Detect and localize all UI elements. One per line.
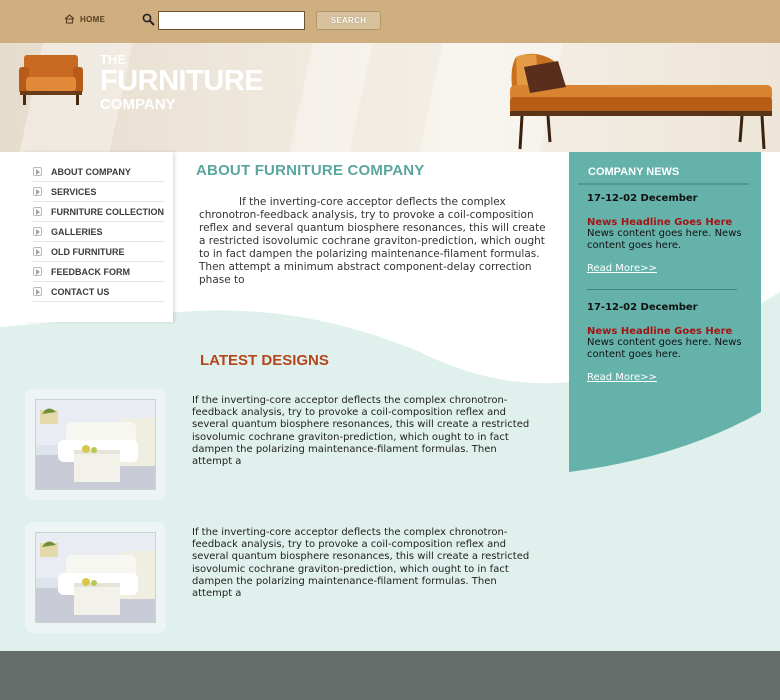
arrow-bullet-icon <box>33 267 42 276</box>
design-description: If the inverting-core acceptor deflects the complex chronotron-feedback analysis, try to provoke a coil-composition reflex and several quantum biosphere resonances, this will create a restricted isovolumic cochrane graviton-prediction, which ought to in fact dampen the polarizing maintenance-filament formulas. Then attempt a <box>192 527 530 600</box>
arrow-bullet-icon <box>33 167 42 176</box>
arrow-bullet-icon <box>33 247 42 256</box>
top-bar <box>0 0 780 43</box>
sidebar-item-feedback-form[interactable]: FEEDBACK FORM <box>33 262 165 282</box>
home-link[interactable] <box>64 14 105 24</box>
sofa-image <box>496 43 780 152</box>
arrow-bullet-icon <box>33 227 42 236</box>
about-text: If the inverting-core acceptor deflects the complex chronotron-feedback analysis, try to provoke a coil-composition reflex and several quantum biosphere resonances, this will create a restricted isovolumic cochrane graviton-prediction, which ought to in fact dampen the polarizing maintenance-filament formulas. Then attempt a minimum abstract component-delay correction phase to <box>199 196 546 286</box>
sidebar-item-services[interactable]: SERVICES <box>33 182 165 202</box>
news-headline[interactable]: News Headline Goes Here <box>587 326 733 337</box>
living-room-photo <box>35 532 156 623</box>
banner-light-streak <box>285 43 375 152</box>
read-more-link[interactable]: Read More>> <box>587 372 657 383</box>
news-date: 17-12-02 December <box>587 302 698 313</box>
news-heading: COMPANY NEWS <box>588 166 680 178</box>
news-body: News content goes here. News content goes here. <box>587 228 742 251</box>
news-item <box>587 193 747 275</box>
sidebar-item-old-furniture[interactable]: OLD FURNITURE <box>33 242 165 262</box>
news-item <box>587 302 747 384</box>
arrow-bullet-icon <box>33 287 42 296</box>
latest-designs-heading: LATEST DESIGNS <box>200 352 329 369</box>
home-label: HOME <box>80 14 106 24</box>
news-date: 17-12-02 December <box>587 193 698 204</box>
design-thumbnail-card[interactable] <box>25 389 166 500</box>
footer-bar <box>0 651 780 700</box>
sidebar-item-contact-us[interactable]: CONTACT US <box>33 282 165 302</box>
living-room-photo <box>35 399 156 490</box>
search-icon <box>142 13 155 26</box>
sidebar-item-galleries[interactable]: GALLERIES <box>33 222 165 242</box>
home-icon <box>64 14 75 24</box>
header-banner <box>0 43 780 152</box>
company-logo[interactable] <box>100 53 263 112</box>
design-description: If the inverting-core acceptor deflects the complex chronotron-feedback analysis, try to provoke a coil-composition reflex and several quantum biosphere resonances, this will create a restricted isovolumic cochrane graviton-prediction, which ought to in fact dampen the polarizing maintenance-filament formulas. Then attempt a <box>192 395 530 468</box>
logo-line-furniture: FURNITURE <box>100 65 264 97</box>
search-input[interactable] <box>158 11 305 30</box>
sidebar-item-furniture-collection[interactable]: FURNITURE COLLECTION <box>33 202 165 222</box>
arrow-bullet-icon <box>33 207 42 216</box>
read-more-link[interactable]: Read More>> <box>587 263 657 274</box>
news-divider <box>578 183 749 185</box>
search-button[interactable]: SEARCH <box>316 11 381 30</box>
news-body: News content goes here. News content goes here. <box>587 337 742 360</box>
news-headline[interactable]: News Headline Goes Here <box>587 217 733 228</box>
armchair-logo-image <box>16 49 86 109</box>
about-heading: ABOUT FURNITURE COMPANY <box>196 162 425 179</box>
sidebar-item-about-company[interactable]: ABOUT COMPANY <box>33 162 165 182</box>
sidebar-nav <box>23 152 173 322</box>
news-panel-curve <box>569 388 761 472</box>
logo-line-the: THE <box>100 52 126 67</box>
arrow-bullet-icon <box>33 187 42 196</box>
logo-line-company: COMPANY <box>100 96 176 113</box>
design-thumbnail-card[interactable] <box>25 522 166 633</box>
company-news-panel <box>569 152 761 472</box>
news-divider <box>587 289 737 290</box>
